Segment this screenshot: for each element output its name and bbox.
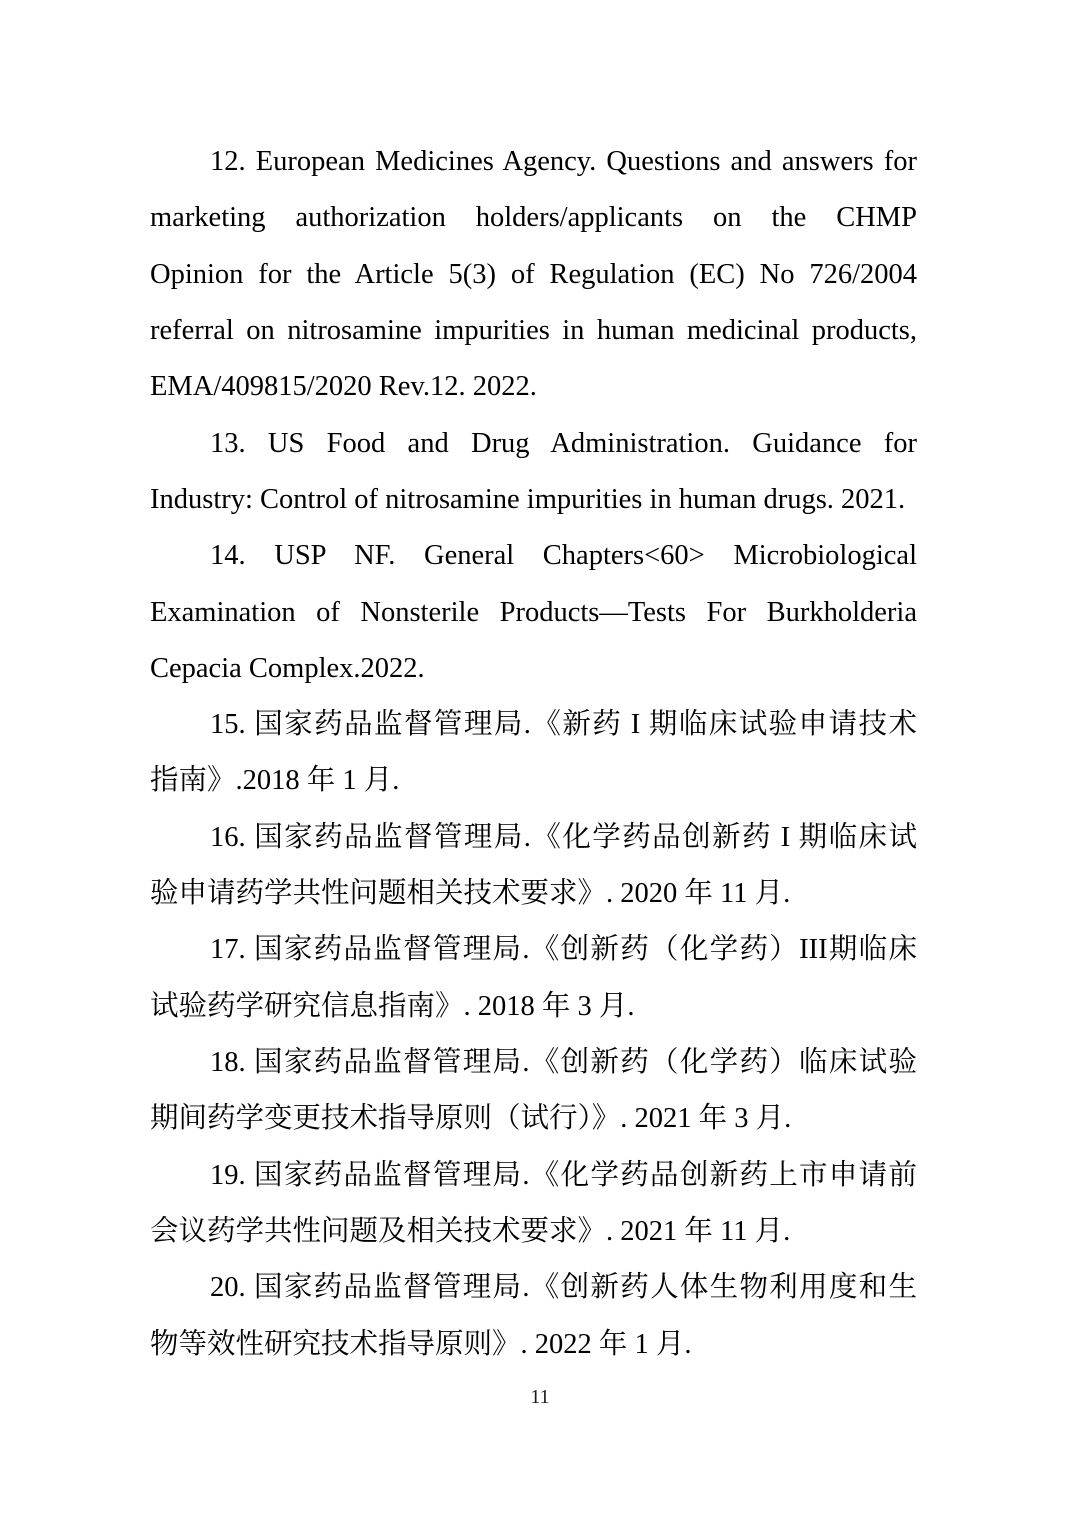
reference-item	[150, 416, 917, 529]
reference-line: 14. USP NF. General Chapters<60> Microbiological	[210, 540, 917, 572]
reference-line: 会议药学共性问题及相关技术要求》. 2021 年 11 月.	[150, 1215, 791, 1247]
reference-line: 20. 国家药品监督管理局.《创新药人体生物利用度和生	[210, 1272, 917, 1304]
reference-line: 13. US Food and Drug Administration. Guidance for	[210, 427, 917, 459]
reference-line: 物等效性研究技术指导原则》. 2022 年 1 月.	[150, 1328, 692, 1360]
reference-line: EMA/409815/2020 Rev.12. 2022.	[150, 371, 537, 403]
reference-item	[150, 697, 917, 810]
reference-line: Industry: Control of nitrosamine impurities in human drugs. 2021.	[150, 483, 906, 515]
reference-line: 验申请药学共性问题相关技术要求》. 2020 年 11 月.	[150, 878, 791, 910]
reference-line: Opinion for the Article 5(3) of Regulation (EC) No 726/2004	[150, 258, 917, 290]
reference-line: Examination of Nonsterile Products—Tests For Burkholderia	[150, 596, 917, 628]
reference-line: Cepacia Complex.2022.	[150, 652, 425, 684]
reference-line: 18. 国家药品监督管理局.《创新药（化学药）临床试验	[210, 1047, 917, 1078]
reference-line: 15. 国家药品监督管理局.《新药 I 期临床试验申请技术	[210, 709, 917, 741]
reference-item	[150, 134, 917, 416]
references-list	[150, 134, 917, 1373]
reference-line: 试验药学研究信息指南》. 2018 年 3 月.	[150, 990, 635, 1022]
reference-line: referral on nitrosamine impurities in human medicinal products,	[150, 314, 917, 346]
reference-line: 12. European Medicines Agency. Questions and answers for	[210, 146, 917, 177]
reference-item	[150, 1148, 917, 1261]
page-number: 11	[530, 1386, 550, 1408]
reference-line: 期间药学变更技术指导原则（试行）》. 2021 年 3 月.	[150, 1103, 792, 1135]
reference-item	[150, 810, 917, 923]
reference-line: 指南》.2018 年 1 月.	[150, 765, 400, 797]
reference-item	[150, 528, 917, 697]
reference-item	[150, 1035, 917, 1148]
reference-line: marketing authorization holders/applicants on the CHMP	[150, 202, 917, 234]
reference-item	[150, 1260, 917, 1373]
reference-line: 17. 国家药品监督管理局.《创新药（化学药）III期临床	[210, 934, 917, 966]
reference-item	[150, 922, 917, 1035]
reference-line: 16. 国家药品监督管理局.《化学药品创新药 I 期临床试	[210, 821, 917, 853]
reference-line: 19. 国家药品监督管理局.《化学药品创新药上市申请前	[210, 1159, 917, 1191]
